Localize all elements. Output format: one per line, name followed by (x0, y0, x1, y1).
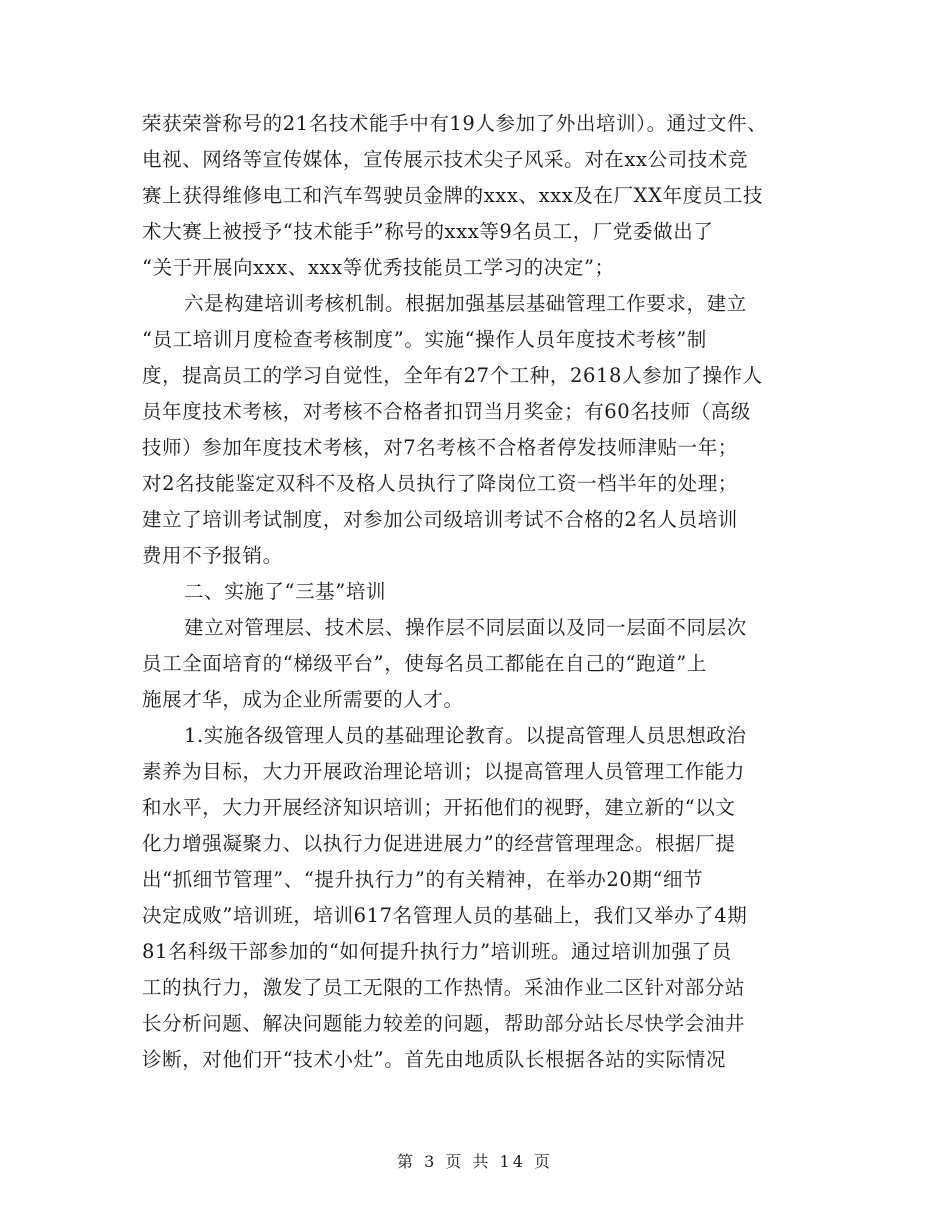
text-line: 员工全面培育的“梯级平台”，使每名员工都能在自己的“跑道”上 (142, 652, 707, 675)
paragraph-first-line: 六是构建培训考核机制。根据加强基层基础管理工作要求，建立 (184, 292, 747, 315)
text-line: 费用不予报销。 (142, 544, 283, 567)
paragraph-first-line: 建立对管理层、技术层、操作层不同层面以及同一层面不同层次 (184, 616, 747, 639)
text-line: 电视、网络等宣传媒体，宣传展示技术尖子风采。对在xx公司技术竞 (142, 148, 749, 171)
text-line: 81名科级干部参加的“如何提升执行力”培训班。通过培训加强了员 (142, 940, 732, 963)
text-line: 决定成败”培训班，培训617名管理人员的基础上，我们又举办了4期 (142, 904, 748, 927)
text-line: 术大赛上被授予“技术能手”称号的xxx等9名员工，厂党委做出了 (142, 220, 714, 243)
text-line: “员工培训月度检查考核制度”。实施“操作人员年度技术考核”制 (142, 328, 707, 351)
text-line: 对2名技能鉴定双科不及格人员执行了降岗位工资一档半年的处理； (142, 472, 738, 495)
text-line: 化力增强凝聚力、以执行力促进进展力”的经营管理理念。根据厂提 (142, 832, 736, 855)
text-line: 诊断，对他们开“技术小灶”。首先由地质队长根据各站的实际情况 (142, 1048, 726, 1071)
text-line: “关于开展向xxx、xxx等优秀技能员工学习的决定”； (142, 256, 615, 279)
text-line: 工的执行力，激发了员工无限的工作热情。采油作业二区针对部分站 (142, 976, 746, 999)
text-line: 出“抓细节管理”、“提升执行力”的有关精神，在举办20期“细节 (142, 868, 704, 891)
paragraph-first-line: 1.实施各级管理人员的基础理论教育。以提高管理人员思想政治 (184, 724, 747, 747)
text-line: 度，提高员工的学习自觉性，全年有27个工种，2618人参加了操作人 (142, 364, 763, 387)
text-line: 长分析问题、解决问题能力较差的问题，帮助部分站长尽快学会油井 (142, 1012, 746, 1035)
text-line: 施展才华，成为企业所需要的人才。 (142, 688, 464, 711)
section-heading: 二、实施了“三基”培训 (184, 580, 387, 603)
text-line: 员年度技术考核，对考核不合格者扣罚当月奖金；有60名技师（高级 (142, 400, 751, 423)
text-line: 素养为目标，大力开展政治理论培训；以提高管理人员管理工作能力 (142, 760, 746, 783)
text-line: 技师）参加年度技术考核，对7名考核不合格者停发技师津贴一年； (142, 436, 738, 459)
text-line: 赛上获得维修电工和汽车驾驶员金牌的xxx、xxx及在厂XX年度员工技 (142, 184, 764, 207)
text-line: 荣获荣誉称号的21名技术能手中有19人参加了外出培训）。通过文件、 (142, 112, 768, 135)
text-line: 和水平，大力开展经济知识培训；开拓他们的视野，建立新的“以文 (142, 796, 736, 819)
page-footer: 第 3 页 共 14 页 (397, 1152, 553, 1171)
text-line: 建立了培训考试制度，对参加公司级培训考试不合格的2名人员培训 (142, 508, 738, 531)
